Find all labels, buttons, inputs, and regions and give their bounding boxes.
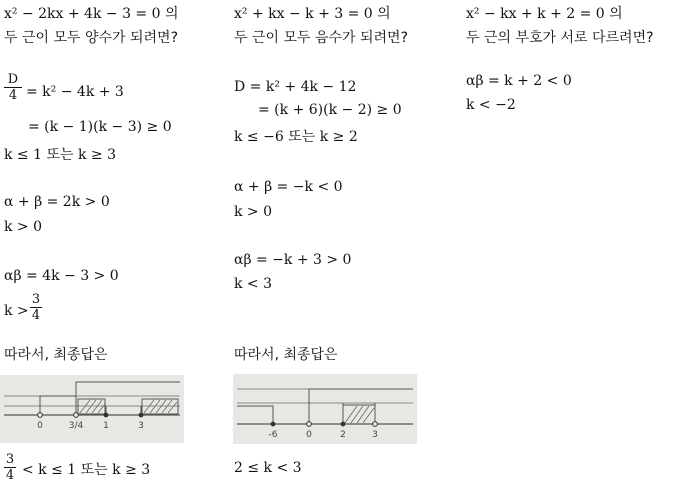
problem1-disc-fraction — [4, 72, 22, 103]
problem1-conclusion-label: 따라서, 최종답은 — [4, 347, 108, 363]
fraction-numerator: 3 — [31, 292, 41, 307]
tick-label: 3 — [138, 421, 144, 431]
problem2-final-answer: 2 ≤ k < 3 — [234, 460, 302, 476]
problem1-sum-condition: α + β = 2k > 0 — [4, 194, 110, 210]
problem1-product-result: k > — [4, 303, 29, 319]
problem2-conclusion-label: 따라서, 최종답은 — [234, 347, 338, 363]
problem1-product-fraction — [30, 292, 42, 323]
tick-label: 3/4 — [68, 421, 84, 431]
problem2-product-condition: αβ = −k + 3 > 0 — [234, 252, 352, 268]
tick-label: 1 — [103, 421, 109, 431]
problem1-final-answer: < k ≤ 1 또는 k ≥ 3 — [22, 462, 151, 478]
problem3-question: 두 근의 부호가 서로 다르려면? — [466, 30, 654, 46]
problem1-equation: x² − 2kx + 4k − 3 = 0 의 — [4, 6, 179, 22]
problem1-numberline-photo — [0, 375, 184, 443]
tick-label: 0 — [306, 430, 312, 440]
problem1-question: 두 근이 모두 양수가 되려면? — [4, 30, 178, 46]
problem1-disc-result: k ≤ 1 또는 k ≥ 3 — [4, 147, 116, 163]
problem2-question: 두 근이 모두 음수가 되려면? — [234, 30, 408, 46]
problem1-disc-factored: = (k − 1)(k − 3) ≥ 0 — [28, 119, 172, 135]
tick-label: 2 — [340, 430, 346, 440]
fraction-numerator: 3 — [5, 452, 15, 467]
fraction-denominator: 4 — [5, 468, 15, 483]
disc-label: D — [4, 72, 22, 88]
problem1-sum-result: k > 0 — [4, 219, 43, 235]
problem2-sum-condition: α + β = −k < 0 — [234, 179, 343, 195]
problem3-equation: x² − kx + k + 2 = 0 의 — [466, 6, 623, 22]
disc-denominator: 4 — [8, 88, 18, 103]
problem1-final-fraction — [4, 452, 16, 483]
problem2-product-result: k < 3 — [234, 276, 273, 292]
tick-label: 3 — [372, 430, 378, 440]
problem1-product-condition: αβ = 4k − 3 > 0 — [4, 268, 119, 284]
problem1-disc-rhs: = k² − 4k + 3 — [26, 84, 124, 100]
fraction-denominator: 4 — [31, 308, 41, 323]
tick-label: -6 — [268, 430, 278, 440]
problem2-equation: x² + kx − k + 3 = 0 의 — [234, 6, 391, 22]
problem2-disc-result: k ≤ −6 또는 k ≥ 2 — [234, 129, 358, 145]
problem2-numberline-photo — [233, 374, 417, 444]
problem2-disc-line: D = k² + 4k − 12 — [234, 79, 357, 95]
problem2-disc-factored: = (k + 6)(k − 2) ≥ 0 — [258, 102, 402, 118]
tick-label: 0 — [37, 421, 43, 431]
problem3-product-result: k < −2 — [466, 97, 516, 113]
problem2-sum-result: k > 0 — [234, 204, 273, 220]
problem3-product-condition: αβ = k + 2 < 0 — [466, 73, 572, 89]
